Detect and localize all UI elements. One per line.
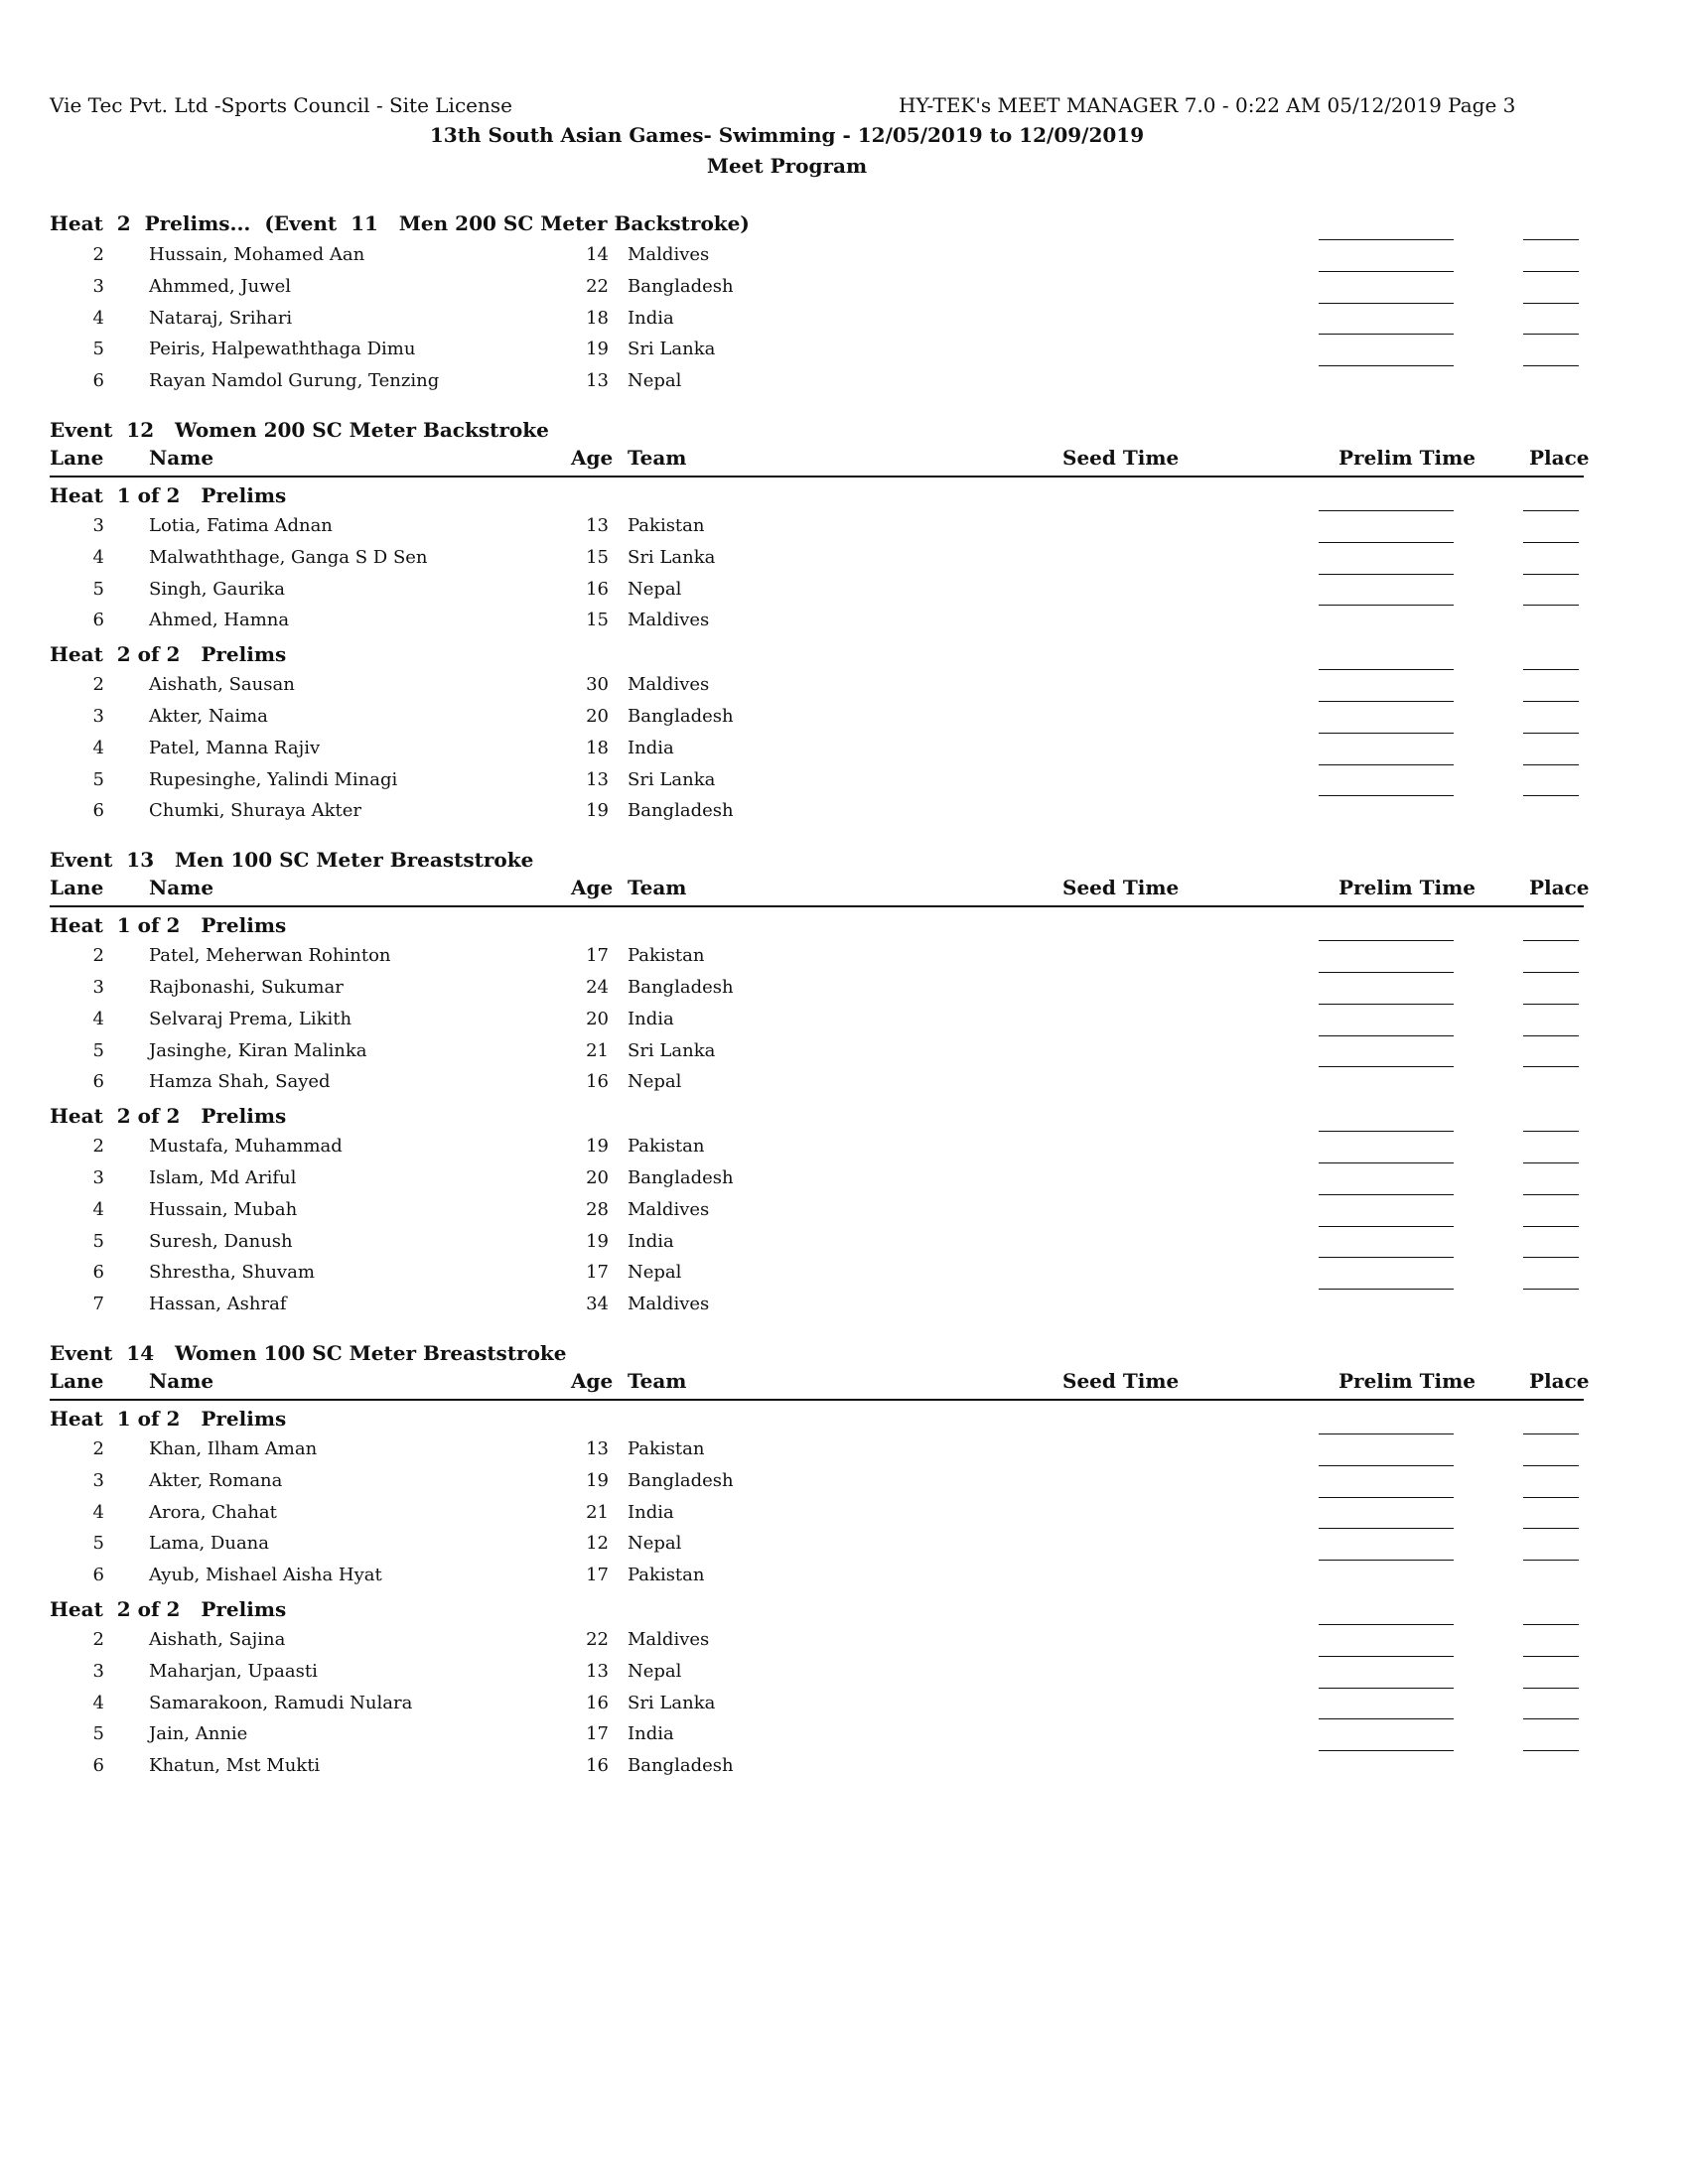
place-blank xyxy=(1523,271,1579,272)
entry-row xyxy=(50,1560,1584,1591)
swimmer-age: 28 xyxy=(586,1198,609,1220)
swimmer-age: 30 xyxy=(586,674,609,696)
seed-time-header: Seed Time xyxy=(1062,1368,1180,1393)
lane-number: 3 xyxy=(92,1660,104,1682)
team-name: Maldives xyxy=(628,610,710,631)
place-header: Place xyxy=(1529,445,1590,470)
team-name: Bangladesh xyxy=(628,275,734,297)
lane-number: 6 xyxy=(92,1071,104,1093)
lane-number: 5 xyxy=(92,339,104,360)
lane-number: 5 xyxy=(92,1039,104,1061)
column-header xyxy=(50,876,1590,907)
prelim-time-blank xyxy=(1319,1528,1454,1529)
lane-number: 7 xyxy=(92,1294,104,1315)
team-name: India xyxy=(628,737,674,758)
column-header xyxy=(50,1368,1590,1401)
swimmer-age: 20 xyxy=(586,705,609,727)
place-header: Place xyxy=(1529,1368,1590,1393)
swimmer-name: Suresh, Danush xyxy=(149,1230,293,1252)
entry-row xyxy=(50,1656,1584,1688)
swimmer-age: 15 xyxy=(586,546,609,568)
place-blank xyxy=(1523,1688,1579,1689)
lane-number: 6 xyxy=(92,370,104,392)
prelim-time-blank xyxy=(1319,1624,1454,1625)
entry-row xyxy=(50,1066,1584,1098)
team-name: Sri Lanka xyxy=(628,339,716,360)
heat-title: Heat 1 of 2 Prelims xyxy=(50,482,287,507)
swimmer-age: 20 xyxy=(586,1008,609,1029)
page-header xyxy=(50,93,1584,123)
prelim-time-blank xyxy=(1319,1688,1454,1689)
entry-row xyxy=(50,669,1584,701)
event-title: Event 12 Women 200 SC Meter Backstroke xyxy=(50,417,549,442)
lane-number: 4 xyxy=(92,737,104,758)
software-stamp: HY-TEK's MEET MANAGER 7.0 - 0:22 AM 05/12/2019 Page 3 xyxy=(899,93,1516,117)
swimmer-age: 16 xyxy=(586,1071,609,1093)
place-blank xyxy=(1523,365,1579,366)
swimmer-age: 17 xyxy=(586,945,609,967)
lane-number: 4 xyxy=(92,1692,104,1713)
entry-row xyxy=(50,733,1584,764)
entry-row xyxy=(50,271,1584,303)
place-blank xyxy=(1523,1131,1579,1132)
swimmer-age: 21 xyxy=(586,1501,609,1523)
team-name: Maldives xyxy=(628,1198,710,1220)
place-blank xyxy=(1523,701,1579,702)
prelim-time-blank xyxy=(1319,1560,1454,1561)
entry-row xyxy=(50,795,1584,827)
team-name: Nepal xyxy=(628,578,682,600)
swimmer-name: Khatun, Mst Mukti xyxy=(149,1755,321,1777)
swimmer-name: Singh, Gaurika xyxy=(149,578,285,600)
prelim-time-header: Prelim Time xyxy=(1338,445,1476,470)
entry-row xyxy=(50,605,1584,636)
lane-number: 4 xyxy=(92,1198,104,1220)
swimmer-age: 13 xyxy=(586,1437,609,1459)
swimmer-name: Jasinghe, Kiran Malinka xyxy=(149,1039,367,1061)
swimmer-name: Malwaththage, Ganga S D Sen xyxy=(149,546,428,568)
lane-header: Lane xyxy=(50,876,104,900)
name-header: Name xyxy=(149,445,214,470)
entry-row xyxy=(50,239,1584,271)
swimmer-name: Selvaraj Prema, Likith xyxy=(149,1008,352,1029)
place-blank xyxy=(1523,972,1579,973)
swimmer-name: Hussain, Mubah xyxy=(149,1198,298,1220)
swimmer-age: 19 xyxy=(586,1136,609,1158)
place-blank xyxy=(1523,1004,1579,1005)
place-blank xyxy=(1523,239,1579,240)
swimmer-age: 17 xyxy=(586,1565,609,1586)
lane-number: 5 xyxy=(92,1230,104,1252)
swimmer-age: 13 xyxy=(586,768,609,790)
place-blank xyxy=(1523,764,1579,765)
entry-row xyxy=(50,1688,1584,1719)
place-blank xyxy=(1523,334,1579,335)
swimmer-age: 24 xyxy=(586,976,609,998)
entry-row xyxy=(50,1257,1584,1289)
swimmer-name: Jain, Annie xyxy=(149,1723,248,1745)
meet-program-page xyxy=(50,93,1590,1782)
swimmer-name: Shrestha, Shuvam xyxy=(149,1262,315,1284)
entry-row xyxy=(50,542,1584,574)
lane-number: 6 xyxy=(92,1755,104,1777)
prelim-time-blank xyxy=(1319,1750,1454,1751)
swimmer-age: 17 xyxy=(586,1723,609,1745)
license-text: Vie Tec Pvt. Ltd -Sports Council - Site License xyxy=(50,93,512,117)
age-header: Age xyxy=(571,876,614,900)
lane-number: 3 xyxy=(92,705,104,727)
event-title: Event 13 Men 100 SC Meter Breaststroke xyxy=(50,848,534,873)
lane-number: 2 xyxy=(92,674,104,696)
swimmer-age: 18 xyxy=(586,737,609,758)
team-name: Nepal xyxy=(628,370,682,392)
lane-number: 3 xyxy=(92,1469,104,1491)
swimmer-name: Khan, Ilham Aman xyxy=(149,1437,318,1459)
place-blank xyxy=(1523,510,1579,511)
lane-number: 2 xyxy=(92,244,104,265)
entry-row xyxy=(50,510,1584,542)
swimmer-name: Islam, Md Ariful xyxy=(149,1166,297,1188)
entry-row xyxy=(50,334,1584,365)
team-header: Team xyxy=(628,1368,687,1393)
lane-number: 2 xyxy=(92,1437,104,1459)
prelim-time-blank xyxy=(1319,1066,1454,1067)
heat-title: Heat 2 of 2 Prelims xyxy=(50,1104,287,1129)
prelim-time-blank xyxy=(1319,764,1454,765)
prelim-time-blank xyxy=(1319,1226,1454,1227)
lane-number: 2 xyxy=(92,945,104,967)
place-blank xyxy=(1523,1528,1579,1529)
meet-title: 13th South Asian Games- Swimming - 12/05/2019 to 12/09/2019 xyxy=(429,123,1145,147)
prelim-time-blank xyxy=(1319,940,1454,941)
lane-number: 5 xyxy=(92,578,104,600)
place-blank xyxy=(1523,669,1579,670)
team-name: Bangladesh xyxy=(628,1755,734,1777)
prelim-time-blank xyxy=(1319,733,1454,734)
team-name: Maldives xyxy=(628,244,710,265)
team-name: Sri Lanka xyxy=(628,1692,716,1713)
prelim-time-blank xyxy=(1319,1465,1454,1466)
prelim-time-blank xyxy=(1319,239,1454,240)
swimmer-age: 16 xyxy=(586,1755,609,1777)
place-header: Place xyxy=(1529,876,1590,900)
swimmer-age: 19 xyxy=(586,1230,609,1252)
section-gap xyxy=(50,827,1584,845)
place-blank xyxy=(1523,1194,1579,1195)
place-blank xyxy=(1523,1750,1579,1751)
place-blank xyxy=(1523,303,1579,304)
age-header: Age xyxy=(571,1368,614,1393)
team-name: Nepal xyxy=(628,1262,682,1284)
team-name: Maldives xyxy=(628,1628,710,1650)
swimmer-name: Samarakoon, Ramudi Nulara xyxy=(149,1692,413,1713)
lane-header: Lane xyxy=(50,1368,104,1393)
prelim-time-blank xyxy=(1319,574,1454,575)
team-name: Nepal xyxy=(628,1071,682,1093)
place-blank xyxy=(1523,940,1579,941)
team-name: Pakistan xyxy=(628,1136,705,1158)
prelim-time-blank xyxy=(1319,1194,1454,1195)
team-name: Bangladesh xyxy=(628,1469,734,1491)
place-blank xyxy=(1523,1497,1579,1498)
team-name: Maldives xyxy=(628,674,710,696)
team-name: Nepal xyxy=(628,1533,682,1555)
swimmer-name: Rayan Namdol Gurung, Tenzing xyxy=(149,370,440,392)
entry-row xyxy=(50,1131,1584,1162)
place-blank xyxy=(1523,1624,1579,1625)
prelim-time-blank xyxy=(1319,1131,1454,1132)
place-blank xyxy=(1523,1289,1579,1290)
heat-title: Heat 2 of 2 Prelims xyxy=(50,642,287,667)
team-name: India xyxy=(628,1723,674,1745)
event-title: Event 14 Women 100 SC Meter Breaststroke xyxy=(50,1340,567,1365)
team-name: Pakistan xyxy=(628,1565,705,1586)
prelim-time-blank xyxy=(1319,1289,1454,1290)
swimmer-name: Aishath, Sausan xyxy=(149,674,295,696)
swimmer-age: 34 xyxy=(586,1294,609,1315)
place-blank xyxy=(1523,795,1579,796)
place-blank xyxy=(1523,1162,1579,1163)
place-blank xyxy=(1523,1656,1579,1657)
lane-header: Lane xyxy=(50,445,104,470)
heat-title: Heat 1 of 2 Prelims xyxy=(50,1406,287,1431)
lane-number: 4 xyxy=(92,307,104,329)
lane-number: 5 xyxy=(92,768,104,790)
swimmer-age: 22 xyxy=(586,1628,609,1650)
swimmer-name: Ahmed, Hamna xyxy=(149,610,290,631)
swimmer-age: 19 xyxy=(586,1469,609,1491)
prelim-time-blank xyxy=(1319,701,1454,702)
document-title: Meet Program xyxy=(706,154,868,178)
entry-row xyxy=(50,1528,1584,1560)
swimmer-name: Ahmmed, Juwel xyxy=(149,275,291,297)
lane-number: 6 xyxy=(92,1262,104,1284)
place-blank xyxy=(1523,1718,1579,1719)
prelim-time-blank xyxy=(1319,1718,1454,1719)
place-blank xyxy=(1523,1226,1579,1227)
prelim-time-blank xyxy=(1319,1257,1454,1258)
entry-row xyxy=(50,1465,1584,1497)
place-blank xyxy=(1523,605,1579,606)
prelim-time-blank xyxy=(1319,1162,1454,1163)
prelim-time-blank xyxy=(1319,605,1454,606)
team-name: Pakistan xyxy=(628,514,705,536)
swimmer-age: 22 xyxy=(586,275,609,297)
swimmer-name: Patel, Meherwan Rohinton xyxy=(149,945,391,967)
swimmer-name: Hussain, Mohamed Aan xyxy=(149,244,365,265)
lane-number: 6 xyxy=(92,610,104,631)
swimmer-name: Rupesinghe, Yalindi Minagi xyxy=(149,768,398,790)
swimmer-name: Lama, Duana xyxy=(149,1533,270,1555)
team-name: Maldives xyxy=(628,1294,710,1315)
seed-time-header: Seed Time xyxy=(1062,445,1180,470)
prelim-time-blank xyxy=(1319,669,1454,670)
entry-row xyxy=(50,764,1584,796)
prelim-time-header: Prelim Time xyxy=(1338,1368,1476,1393)
entry-row xyxy=(50,701,1584,733)
seed-time-header: Seed Time xyxy=(1062,876,1180,900)
swimmer-name: Arora, Chahat xyxy=(149,1501,277,1523)
entry-row xyxy=(50,940,1584,972)
swimmer-name: Lotia, Fatima Adnan xyxy=(149,514,333,536)
lane-number: 3 xyxy=(92,275,104,297)
swimmer-age: 19 xyxy=(586,800,609,822)
swimmer-name: Nataraj, Srihari xyxy=(149,307,293,329)
entry-row xyxy=(50,365,1584,397)
team-name: Nepal xyxy=(628,1660,682,1682)
prelim-time-blank xyxy=(1319,795,1454,796)
name-header: Name xyxy=(149,876,214,900)
prelim-time-blank xyxy=(1319,1035,1454,1036)
column-header xyxy=(50,445,1590,478)
swimmer-age: 16 xyxy=(586,578,609,600)
lane-number: 6 xyxy=(92,1565,104,1586)
section-gap xyxy=(50,1320,1584,1338)
prelim-time-header: Prelim Time xyxy=(1338,876,1476,900)
swimmer-age: 20 xyxy=(586,1166,609,1188)
swimmer-name: Patel, Manna Rajiv xyxy=(149,737,321,758)
heat-title: Heat 2 of 2 Prelims xyxy=(50,1596,287,1621)
swimmer-age: 14 xyxy=(586,244,609,265)
prelim-time-blank xyxy=(1319,1433,1454,1434)
lane-number: 3 xyxy=(92,1166,104,1188)
program-content xyxy=(50,208,1590,1782)
place-blank xyxy=(1523,1066,1579,1067)
team-name: Bangladesh xyxy=(628,800,734,822)
swimmer-age: 13 xyxy=(586,514,609,536)
place-blank xyxy=(1523,1465,1579,1466)
team-name: India xyxy=(628,1501,674,1523)
lane-number: 4 xyxy=(92,546,104,568)
team-name: Bangladesh xyxy=(628,705,734,727)
entry-row xyxy=(50,1004,1584,1035)
swimmer-name: Akter, Romana xyxy=(149,1469,283,1491)
continued-heat-title: Heat 2 Prelims... (Event 11 Men 200 SC Meter Backstroke) xyxy=(50,211,750,235)
prelim-time-blank xyxy=(1319,542,1454,543)
team-name: Sri Lanka xyxy=(628,546,716,568)
entry-row xyxy=(50,972,1584,1004)
lane-number: 2 xyxy=(92,1136,104,1158)
prelim-time-blank xyxy=(1319,1004,1454,1005)
swimmer-age: 21 xyxy=(586,1039,609,1061)
swimmer-age: 16 xyxy=(586,1692,609,1713)
swimmer-name: Chumki, Shuraya Akter xyxy=(149,800,362,822)
place-blank xyxy=(1523,574,1579,575)
swimmer-age: 13 xyxy=(586,1660,609,1682)
entry-row xyxy=(50,1289,1584,1320)
team-name: Bangladesh xyxy=(628,976,734,998)
swimmer-name: Ayub, Mishael Aisha Hyat xyxy=(149,1565,382,1586)
swimmer-name: Hassan, Ashraf xyxy=(149,1294,287,1315)
team-name: Bangladesh xyxy=(628,1166,734,1188)
swimmer-age: 13 xyxy=(586,370,609,392)
prelim-time-blank xyxy=(1319,303,1454,304)
place-blank xyxy=(1523,733,1579,734)
prelim-time-blank xyxy=(1319,334,1454,335)
entry-row xyxy=(50,1497,1584,1529)
swimmer-name: Peiris, Halpewaththaga Dimu xyxy=(149,339,416,360)
entry-row xyxy=(50,1194,1584,1226)
section-gap xyxy=(50,397,1584,415)
lane-number: 2 xyxy=(92,1628,104,1650)
swimmer-name: Rajbonashi, Sukumar xyxy=(149,976,344,998)
place-blank xyxy=(1523,1433,1579,1434)
entry-row xyxy=(50,1433,1584,1465)
prelim-time-blank xyxy=(1319,1497,1454,1498)
entry-row xyxy=(50,303,1584,335)
team-name: India xyxy=(628,307,674,329)
prelim-time-blank xyxy=(1319,365,1454,366)
prelim-time-blank xyxy=(1319,1656,1454,1657)
entry-row xyxy=(50,1718,1584,1750)
swimmer-age: 19 xyxy=(586,339,609,360)
swimmer-name: Maharjan, Upaasti xyxy=(149,1660,318,1682)
lane-number: 5 xyxy=(92,1723,104,1745)
swimmer-age: 17 xyxy=(586,1262,609,1284)
lane-number: 6 xyxy=(92,800,104,822)
place-blank xyxy=(1523,542,1579,543)
entry-row xyxy=(50,1162,1584,1194)
prelim-time-blank xyxy=(1319,510,1454,511)
place-blank xyxy=(1523,1560,1579,1561)
prelim-time-blank xyxy=(1319,271,1454,272)
prelim-time-blank xyxy=(1319,972,1454,973)
team-name: Pakistan xyxy=(628,1437,705,1459)
place-blank xyxy=(1523,1257,1579,1258)
swimmer-name: Hamza Shah, Sayed xyxy=(149,1071,331,1093)
heat-title: Heat 1 of 2 Prelims xyxy=(50,913,287,938)
swimmer-age: 15 xyxy=(586,610,609,631)
entry-row xyxy=(50,1624,1584,1656)
team-name: India xyxy=(628,1230,674,1252)
team-header: Team xyxy=(628,445,687,470)
swimmer-age: 18 xyxy=(586,307,609,329)
lane-number: 3 xyxy=(92,976,104,998)
team-header: Team xyxy=(628,876,687,900)
lane-number: 5 xyxy=(92,1533,104,1555)
swimmer-name: Mustafa, Muhammad xyxy=(149,1136,343,1158)
entry-row xyxy=(50,1226,1584,1258)
team-name: India xyxy=(628,1008,674,1029)
team-name: Sri Lanka xyxy=(628,768,716,790)
lane-number: 4 xyxy=(92,1008,104,1029)
lane-number: 3 xyxy=(92,514,104,536)
swimmer-age: 12 xyxy=(586,1533,609,1555)
lane-number: 4 xyxy=(92,1501,104,1523)
team-name: Sri Lanka xyxy=(628,1039,716,1061)
swimmer-name: Akter, Naima xyxy=(149,705,268,727)
entry-row xyxy=(50,1035,1584,1067)
entry-row xyxy=(50,1750,1584,1782)
age-header: Age xyxy=(571,445,614,470)
team-name: Pakistan xyxy=(628,945,705,967)
place-blank xyxy=(1523,1035,1579,1036)
swimmer-name: Aishath, Sajina xyxy=(149,1628,286,1650)
name-header: Name xyxy=(149,1368,214,1393)
entry-row xyxy=(50,574,1584,606)
